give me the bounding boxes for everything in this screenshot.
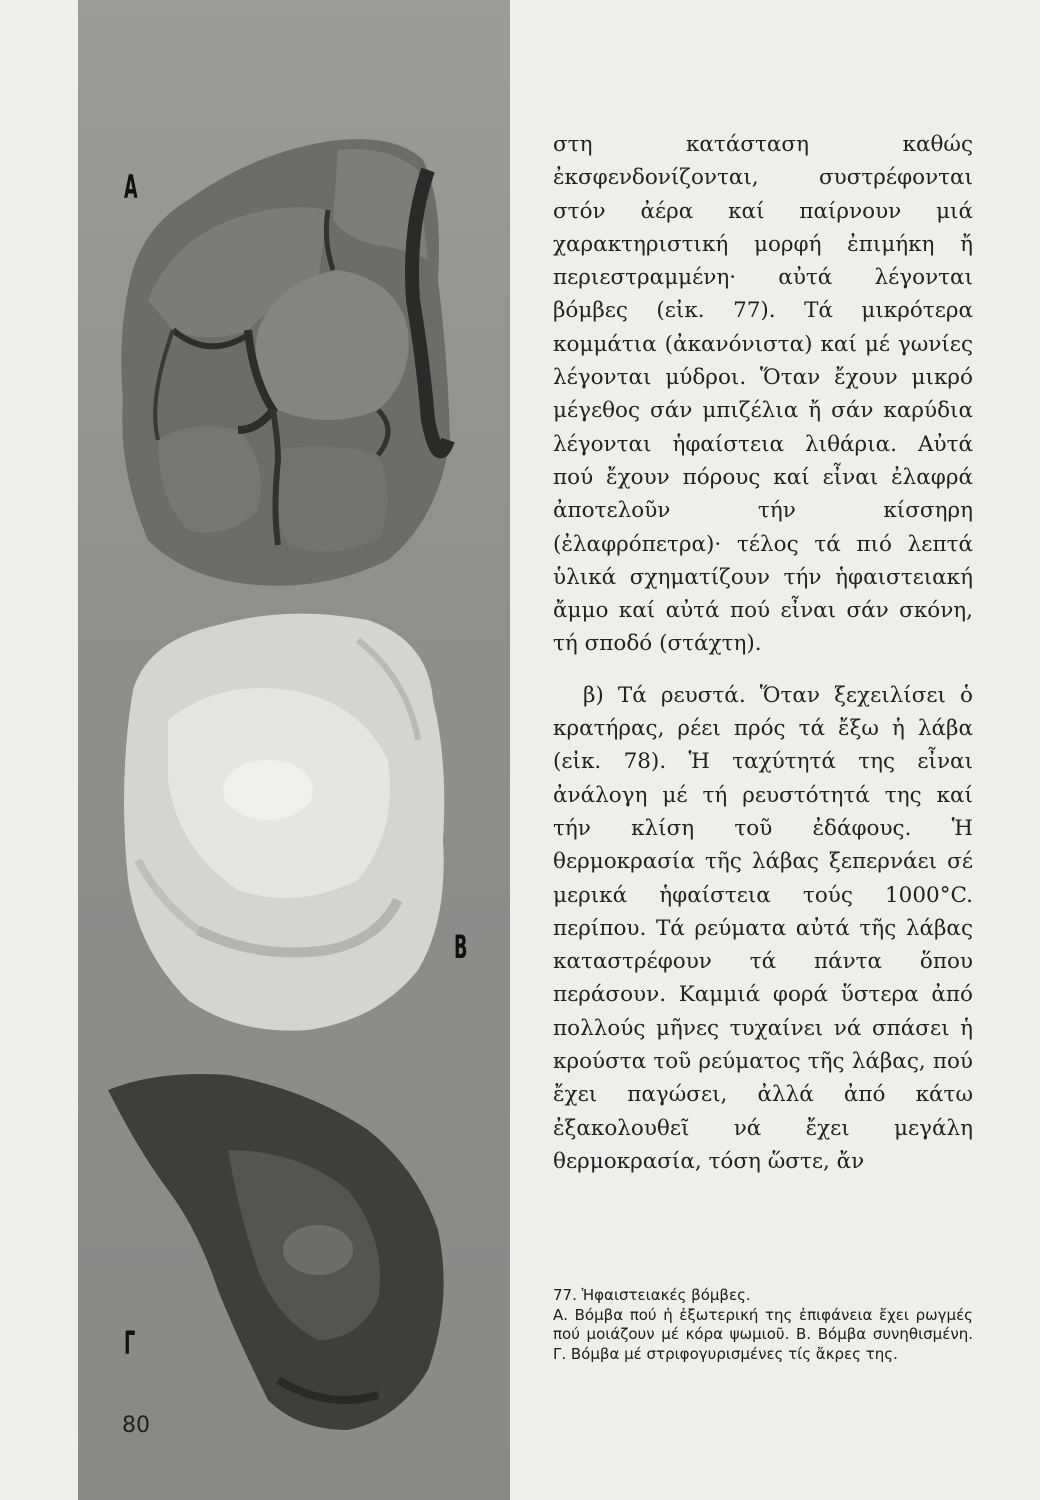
figure-label-a: A [124,168,139,206]
photo-plate [78,0,510,1500]
bomb-c-image [108,1074,444,1430]
caption-title: 77. Ἡφαιστειακές βόμβες. [553,1286,751,1304]
body-paragraph-2: β) Τά ρευστά. Ὅταν ξεχειλίσει ὁ κρατήρας, ρέει πρός τά ἔξω ἡ λάβα (εἰκ. 78). Ἡ ταχύτητά της εἶναι ἀνάλογη μέ τή ρευστότητά της καί τήν κλίση τοῦ ἐδάφους. Ἡ θερμοκρασία τῆς λάβας ξεπερνάει σέ μερικά ἡφαίστεια τούς 1000°C. περίπου. Τά ρεύματα αὐτά τῆς λάβας καταστρέφουν τά πάντα ὅπου περάσουν. Καμμιά φορά ὕστερα ἀπό πολλούς μῆνες τυχαίνει νά σπάσει ἡ κρούστα τοῦ ρεύματος τῆς λάβας, πού ἔχει παγώσει, ἀλλά ἀπό κάτω ἐξακολουθεῖ νά ἔχει μεγάλη θερμοκρασία, τόση ὥστε, ἄν [553,682,973,1174]
volcanic-bombs-photo [78,0,510,1500]
bomb-b-image [124,614,444,1031]
figure-label-b: B [454,928,468,966]
figure-caption [553,1286,973,1364]
page-number: 80 [122,1413,150,1438]
figure-label-c: Γ [124,1324,136,1362]
caption-text: Α. Βόμβα πού ἡ ἐξωτερική της ἐπιφάνεια ἔχει ρωγμές πού μοιάζουν μέ κόρα ψωμιοῦ. Β. Βόμβα συνηθισμένη. Γ. Βόμβα μέ στριφογυρισμένες τίς ἄκρες της. [553,1305,973,1363]
body-text [553,128,973,1178]
bomb-a-image [121,139,450,586]
body-paragraph-1: στη κατάσταση καθώς ἐκσφενδονίζονται, συστρέφονται στόν ἀέρα καί παίρνουν μιά χαρακτηριστική μορφή ἐπιμήκη ἤ περιεστραμμένη· αὐτά λέγονται βόμβες (εἰκ. 77). Τά μικρότερα κομμάτια (ἀκανόνιστα) καί μέ γωνίες λέγονται μύδροι. Ὅταν ἔχουν μικρό μέγεθος σάν μπιζέλια ἤ σάν καρύδια λέγονται ἡφαίστεια λιθάρια. Αὐτά πού ἔχουν πόρους καί εἶναι ἐλαφρά ἀποτελοῦν τήν κίσσηρη (ἐλαφρόπετρα)· τέλος τά πιό λεπτά ὑλικά σχηματίζουν τήν ἡφαιστειακή ἄμμο καί αὐτά πού εἶναι σάν σκόνη, τή σποδό (στάχτη). [553,132,973,657]
